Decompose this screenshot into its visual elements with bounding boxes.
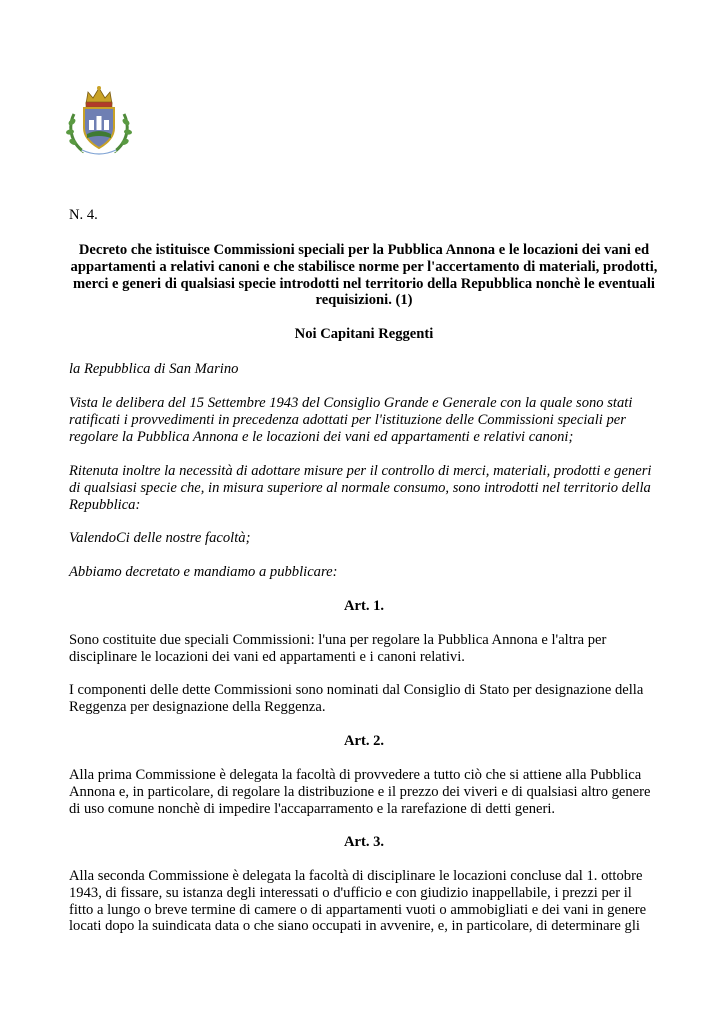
- issuing-authority: Noi Capitani Reggenti: [294, 326, 434, 342]
- republic-line: la Repubblica di San Marino: [69, 361, 239, 377]
- article-paragraph: Sono costituite due speciali Commissioni: l'una per regolare la Pubblica Annona e l'altra per disciplinare le locazioni dei vani ed appartamenti e i canoni relativi.: [69, 632, 607, 665]
- article-heading: Art. 2.: [343, 733, 385, 749]
- article-paragraph: I componenti delle dette Commissioni sono nominati dal Consiglio di Stato per designazione della Reggenza per designazione della Reggenza.: [69, 682, 644, 715]
- preamble-paragraph: Ritenuta inoltre la necessità di adottare misure per il controllo di merci, materiali, prodotti e generi di qualsiasi specie che, in misura superiore al normale consumo, sono introdotti nel territorio della Repubblica:: [69, 463, 652, 513]
- article-paragraph: Alla seconda Commissione è delegata la facoltà di disciplinare le locazioni concluse dal 1. ottobre 1943, di fissare, su istanza degli interessati o d'ufficio e con giudizio inappellabile, i prezzi per il fitto a lungo o breve termine di camere o di appartamenti vuoti o ammobigliati e dei vani in genere locati dopo la suindicata data o che siano occupati in avvenire, e, in particolare, di determinare gli: [69, 868, 647, 935]
- article-heading: Art. 1.: [343, 598, 385, 614]
- coat-of-arms-emblem: [64, 84, 134, 158]
- preamble-paragraph: Vista le delibera del 15 Settembre 1943 del Consiglio Grande e Generale con la quale sono stati ratificati i provvedimenti in precedenza adottati per l'istituzione delle Commissioni speciali per regolare la Pubblica Annona e le locazioni dei vani ed appartamenti e relativi canoni;: [69, 395, 633, 445]
- document-title: Decreto che istituisce Commissioni speciali per la Pubblica Annona e le locazioni dei vani ed appartamenti a relativi canoni e che stabilisce norme per l'accertamento di materiali, prodotti, merci e generi di qualsiasi specie introdotti nel territorio della Repubblica nonchè le eventuali requisizioni. (1): [70, 242, 658, 309]
- preamble-paragraph: ValendoCi delle nostre facoltà;: [69, 530, 251, 546]
- article-heading: Art. 3.: [343, 834, 385, 850]
- article-paragraph: Alla prima Commissione è delegata la facoltà di provvedere a tutto ciò che si attiene alla Pubblica Annona e, in particolare, di regolare la distribuzione e il prezzo dei viveri e di qualsiasi altro genere di uso comune nonchè di impedire l'accaparramento e la rarefazione di detti generi.: [69, 767, 651, 817]
- preamble-paragraph: Abbiamo decretato e mandiamo a pubblicare:: [69, 564, 338, 580]
- document-number: N. 4.: [69, 207, 98, 223]
